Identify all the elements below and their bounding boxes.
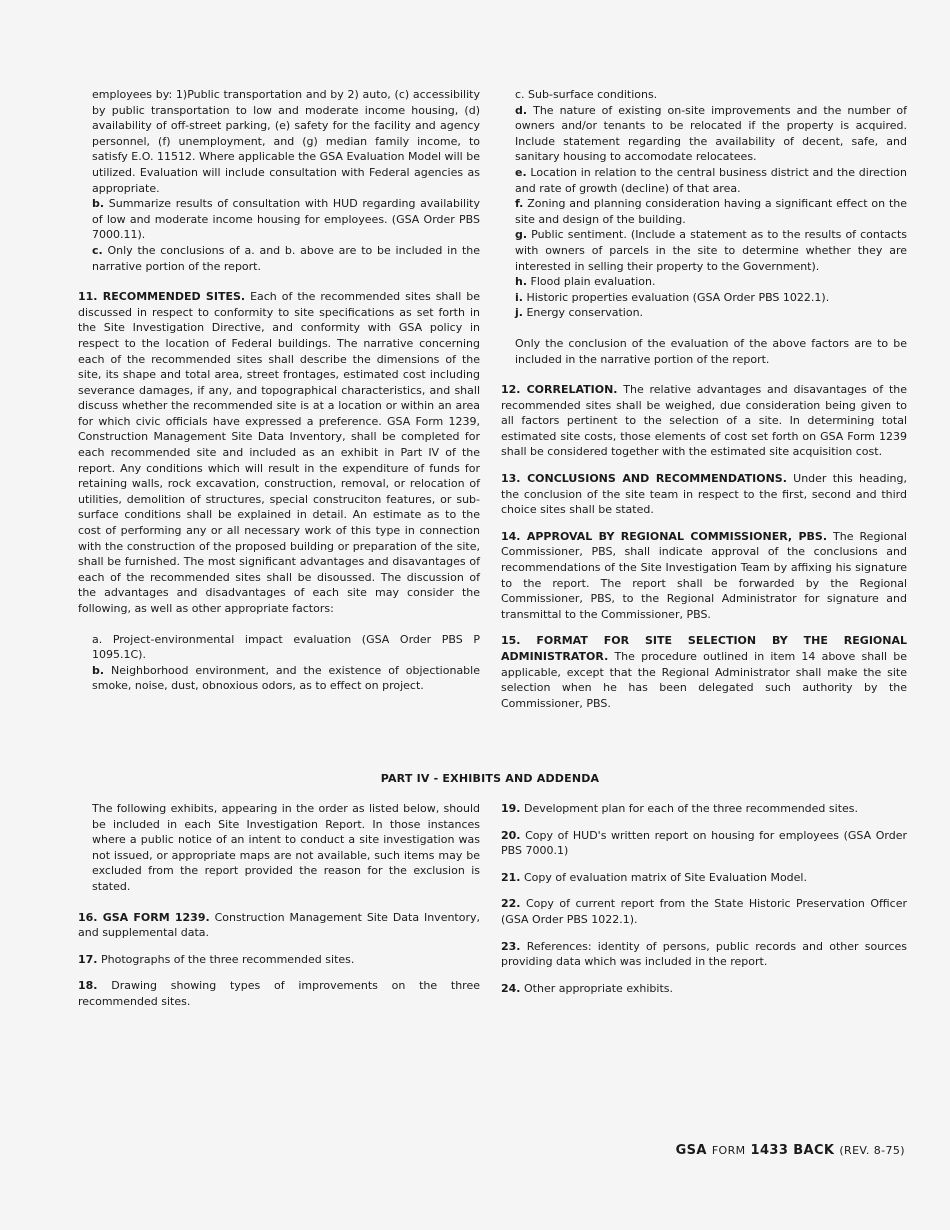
- item-d-label: d.: [515, 103, 528, 117]
- section-19: [501, 801, 907, 817]
- item-b-text: Neighborhood environment, and the existence of objectionable smoke, noise, dust, obnoxious odors, as to effect on project.: [92, 663, 480, 693]
- item-f-text: Zoning and planning consideration having a significant effect on the site and design of the building.: [515, 197, 907, 226]
- section-15-body: The procedure outlined in item 14 above shall be applicable, except that the Regional Administrator shall make the site selection when he has been delegated such authority by the Commissioner, PBS.: [501, 650, 907, 710]
- item-h-text: Flood plain evaluation.: [530, 275, 656, 289]
- section-19-body: Development plan for each of the three recommended sites.: [524, 802, 859, 815]
- text-c: Only the conclusions of a. and b. above are to be included in the narrative portion of the report.: [92, 243, 481, 273]
- para-b: [78, 196, 480, 243]
- section-24: [501, 981, 907, 997]
- footer-form-number: 1433 BACK: [750, 1143, 835, 1158]
- section-23: [501, 939, 907, 970]
- section-18: [78, 978, 480, 1009]
- exhibits-intro: The following exhibits, appearing in the order as listed below, should be included in each Site Investigation Report. In those instances where a public notice of an intent to conduct a site investigation was not issued, or appropriate maps are not available, such items may be excluded from the report provided the reason for the exclusion is stated.: [92, 802, 480, 893]
- section-13-body: Under this heading, the conclusion of the site team in respect to the first, second and third choice sites shall be stated.: [501, 472, 907, 517]
- section-14-heading: 14. APPROVAL BY REGIONAL COMMISSIONER, PBS.: [501, 529, 828, 543]
- section-14-body: The Regional Commissioner, PBS, shall indicate approval of the conclusions and recommendations of the Site Investigation Team by affixing his signature to the report. The report shall be forwarded by the Regional Commissioner, PBS, to the Regional Administrator for signature and transmittal to the Commissioner, PBS.: [501, 529, 907, 621]
- section-15-heading: 15. FORMAT FOR SITE SELECTION BY THE REGIONAL ADMINISTRATOR.: [501, 634, 907, 663]
- item-a: a. Project-environmental impact evaluation (GSA Order PBS P 1095.1C).: [92, 632, 480, 662]
- item-b: [78, 663, 480, 694]
- footer-gsa: GSA: [675, 1143, 707, 1158]
- section-22: [501, 896, 907, 927]
- footer-form: FORM: [711, 1144, 746, 1157]
- section-21: [501, 870, 907, 886]
- left-column-top: [78, 87, 480, 694]
- section-15: [501, 633, 907, 711]
- item-i-text: Historic properties evaluation (GSA Order PBS 1022.1).: [526, 290, 830, 304]
- section-17-heading: 17.: [78, 952, 98, 966]
- item-i: [501, 290, 907, 306]
- item-d: [501, 103, 907, 165]
- section-14: [501, 529, 907, 623]
- item-j: [501, 305, 907, 321]
- section-22-heading: 22.: [501, 897, 521, 911]
- item-c-subsurface: c. Sub-surface conditions.: [515, 88, 658, 101]
- item-h-label: h.: [515, 275, 528, 289]
- only-conclusion-note: Only the conclusion of the evaluation of the above factors are to be included in the narrative portion of the report.: [515, 336, 907, 366]
- section-24-heading: 24.: [501, 981, 521, 995]
- section-12: [501, 382, 907, 460]
- section-16: [78, 910, 480, 941]
- label-b: b.: [92, 197, 105, 211]
- section-23-body: References: identity of persons, public records and other sources providing data which was included in the report.: [501, 939, 907, 969]
- para-employees: employees by: 1)Public transportation and by 2) auto, (c) accessibility by public transportation to low and moderate income housing, (d) availability of off-street parking, (e) safety for the facility and agency personnel, (f) unemployment, and (g) median family income, to satisfy E.O. 11512. Where applicable the GSA Evaluation Model will be utilized. Evaluation will include consultation with Federal agencies as appropriate.: [92, 88, 480, 195]
- right-column-top: [501, 87, 907, 711]
- section-19-heading: 19.: [501, 802, 521, 815]
- item-g-label: g.: [515, 228, 528, 242]
- left-column-bottom: [78, 801, 480, 1010]
- section-18-body: Drawing showing types of improvements on the three recommended sites.: [78, 979, 480, 1008]
- text-b: Summarize results of consultation with HUD regarding availability of low and moderate income housing for employees. (GSA Order PBS 7000.11).: [92, 197, 480, 242]
- section-20-body: Copy of HUD's written report on housing for employees (GSA Order PBS 7000.1): [501, 828, 907, 858]
- footer-revision: (REV. 8-75): [839, 1144, 905, 1157]
- item-e-label: e.: [515, 165, 527, 179]
- item-g: [501, 227, 907, 274]
- section-20: [501, 828, 907, 859]
- section-17-body: Photographs of the three recommended sites.: [101, 952, 355, 966]
- item-j-label: j.: [515, 306, 523, 320]
- item-j-text: Energy conservation.: [526, 306, 644, 320]
- label-c: c.: [92, 243, 103, 257]
- section-11-heading: 11. RECOMMENDED SITES.: [78, 290, 246, 304]
- section-21-body: Copy of evaluation matrix of Site Evaluation Model.: [524, 870, 807, 884]
- item-f-label: f.: [515, 197, 524, 211]
- item-d-text: The nature of existing on-site improvements and the number of owners and/or tenants to be relocated if the property is acquired. Include statement regarding the availability of decent, safe, and sanitary housing to accomodate relocatees.: [515, 103, 907, 164]
- section-16-heading: 16. GSA FORM 1239.: [78, 910, 210, 924]
- section-11: [78, 289, 480, 616]
- section-12-body: The relative advantages and disavantages of the recommended sites shall be weighed, due consideration being given to all factors pertinent to the selection of a site. In determining total estimated site costs, those elements of cost set forth on GSA Form 1239 shall be considered together with the estimated site acquisition cost.: [501, 383, 907, 459]
- section-21-heading: 21.: [501, 870, 521, 884]
- section-13-heading: 13. CONCLUSIONS AND RECOMMENDATIONS.: [501, 472, 787, 486]
- item-e: [501, 165, 907, 196]
- section-18-heading: 18.: [78, 979, 98, 993]
- item-f: [501, 196, 907, 227]
- part-iv-heading: PART IV - EXHIBITS AND ADDENDA: [380, 772, 600, 785]
- section-24-body: Other appropriate exhibits.: [524, 981, 674, 995]
- form-footer: [676, 1143, 905, 1158]
- section-13: [501, 471, 907, 518]
- para-c: [78, 243, 480, 274]
- item-h: [501, 274, 907, 290]
- item-i-label: i.: [515, 290, 523, 304]
- item-b-label: b.: [92, 663, 105, 677]
- section-11-body: Each of the recommended sites shall be discussed in respect to conformity to site specifications as set forth in the Site Investigation Directive, and conformity with GSA policy in respect to the location of Federal buildings. The narrative concerning each of the recommended sites shall describe the dimensions of the site, its shape and total area, street frontages, estimated cost including severance damages, if any, and topographical characteristics, and shall discuss whether the recommended site is at a location or within an area for which civic officials have expressed a preference. GSA Form 1239, Construction Management Site Data Inventory, shall be completed for each recommended site and included as an exhibit in Part IV of the report. Any conditions which will result in the expenditure of funds for retaining walls, rock excavation, construction, removal, or relocation of utilities, demolition of structures, special construciton features, or sub-surface conditions shall be explained in detail. An estimate as to the cost of performing any or all necessary work of this type in connection with the construction of the proposed building or preparation of the site, shall be furnished. The most significant advantages and disavantages of each of the recommended sites shall be disoussed. The discussion of the advantages and disadvantages of each site may consider the following, as well as other appropriate factors:: [78, 290, 480, 615]
- section-22-body: Copy of current report from the State Historic Preservation Officer (GSA Order PBS 1022.1).: [501, 897, 907, 926]
- right-column-bottom: [501, 801, 907, 996]
- section-23-heading: 23.: [501, 939, 521, 953]
- section-17: [78, 952, 480, 968]
- item-g-text: Public sentiment. (Include a statement as to the results of contacts with owners of parcels in the site to determine whether they are interested in selling their property to the Government).: [515, 228, 907, 273]
- section-20-heading: 20.: [501, 828, 521, 842]
- item-e-text: Location in relation to the central business district and the direction and rate of growth (decline) of that area.: [515, 165, 908, 195]
- section-12-heading: 12. CORRELATION.: [501, 383, 618, 397]
- section-16-body: Construction Management Site Data Inventory, and supplemental data.: [78, 910, 481, 940]
